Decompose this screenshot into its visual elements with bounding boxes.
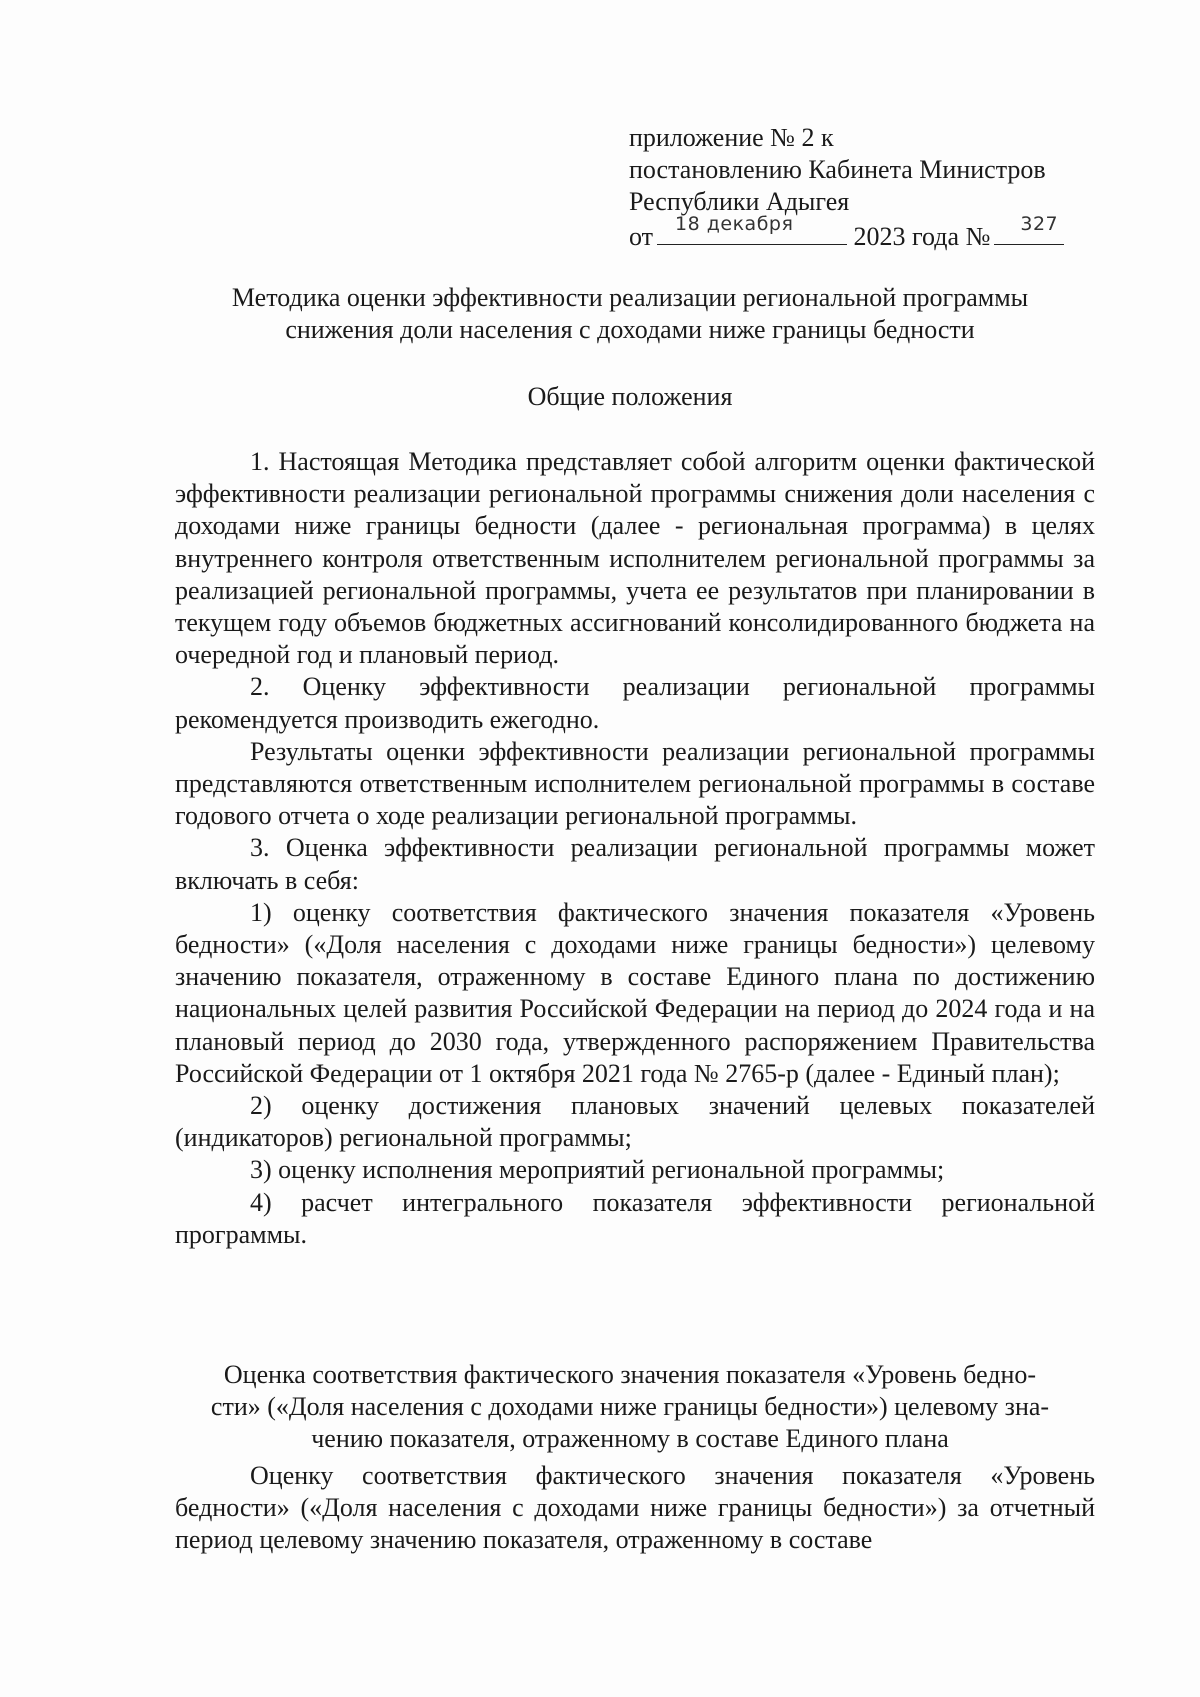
year-label: 2023 года № <box>853 222 991 251</box>
list-item-4: 4) расчет интегрального показателя эффективности региональной программы. <box>175 1187 1095 1249</box>
from-label: от <box>629 222 654 251</box>
section-heading-poverty <box>120 1359 1140 1455</box>
handwritten-date: 18 декабря <box>675 213 794 235</box>
date-blank <box>657 213 847 245</box>
paragraph-2: 2. Оценку эффективности реализации региональной программы рекомендуется производить ежегодно. <box>175 672 1095 734</box>
number-blank <box>994 213 1064 245</box>
title-line-1: Методика оценки эффективности реализации региональной программы <box>231 283 1029 312</box>
appendix-line-1: приложение № 2 к <box>629 123 834 152</box>
section-poverty-line-1: Оценка соответствия фактического значения показателя «Уровень бедно- <box>223 1360 1037 1389</box>
paragraph-3: Результаты оценки эффективности реализации региональной программы представляются ответственным исполнителем региональной программы в составе годового отчета о ходе реализации региональной программы. <box>175 736 1095 831</box>
list-item-2: 2) оценку достижения плановых значений целевых показателей (индикаторов) региональной программы; <box>175 1091 1095 1153</box>
list-item-3: 3) оценку исполнения мероприятий региональной программы; <box>250 1155 945 1185</box>
paragraph-1: 1. Настоящая Методика представляет собой алгоритм оценки фактической эффективности реализации региональной программы снижения доли населения с доходами ниже границы бедности (далее - региональная программа) в целях внутреннего контроля ответственным исполнителем региональной программы за реализацией региональной программы, учета ее результатов при планировании в текущем году объемов бюджетных ассигнований консолидированного бюджета на очередной год и плановый период. <box>175 447 1095 670</box>
paragraph-4: 3. Оценка эффективности реализации региональной программы может включать в себя: <box>175 833 1095 895</box>
document-title <box>120 282 1140 346</box>
section-heading-general <box>120 381 1140 413</box>
paragraph-final: Оценку соответствия фактического значения показателя «Уровень бедности» («Доля населения с доходами ниже границы бедности») за отчетный период целевому значению показателя, отраженному в составе <box>175 1461 1095 1555</box>
appendix-header <box>629 122 1099 253</box>
section-general-title: Общие положения <box>527 382 733 411</box>
body-general <box>175 446 1095 1251</box>
appendix-line-3: Республики Адыгея <box>629 187 850 216</box>
list-item-1: 1) оценку соответствия фактического значения показателя «Уровень бедности» («Доля населения с доходами ниже границы бедности») целевому значению показателя, отраженному в составе Единого плана по достижению национальных целей развития Российской Федерации на период до 2024 года и на плановый период до 2030 года, утвержденного распоряжением Правительства Российской Федерации от 1 октября 2021 года № 2765-р (далее - Единый план); <box>175 897 1095 1088</box>
handwritten-number: 327 <box>1020 213 1059 235</box>
appendix-line-2: постановлению Кабинета Министров <box>629 155 1046 184</box>
appendix-date-line <box>629 213 1099 253</box>
title-line-2: снижения доли населения с доходами ниже границы бедности <box>285 315 975 344</box>
section-poverty-line-2: сти» («Доля населения с доходами ниже границы бедности») целевому зна- <box>210 1392 1050 1421</box>
section-poverty-line-3: чению показателя, отраженному в составе Единого плана <box>311 1424 949 1453</box>
body-poverty <box>175 1460 1095 1557</box>
